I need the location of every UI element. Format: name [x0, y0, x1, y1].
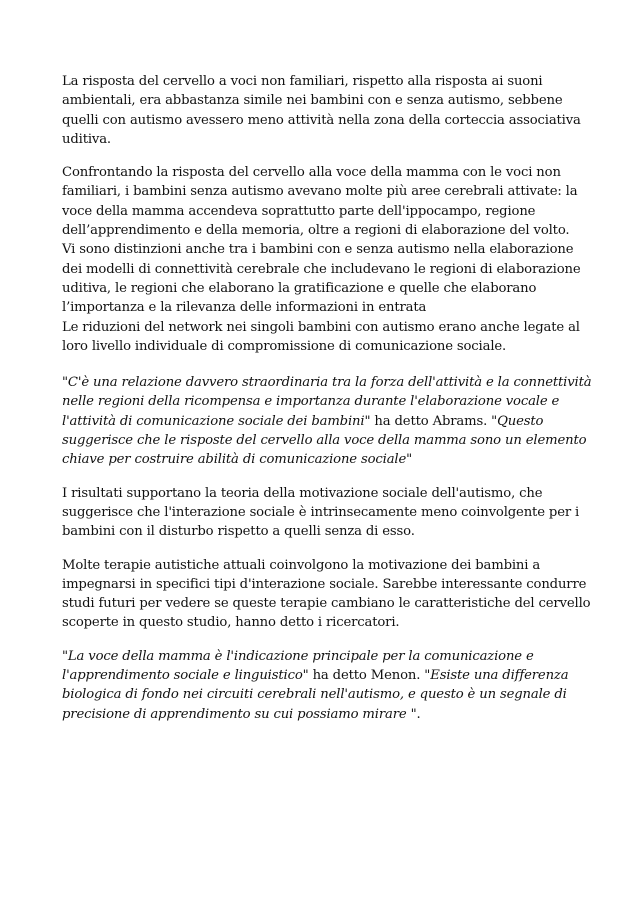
quote-text: La voce della mamma è l'indicazione principale per la comunicazione e: [67, 648, 534, 664]
text-line: bambini con il disturbo rispetto a quelli senza di esso.: [62, 524, 415, 540]
text-line: Vi sono distinzioni anche tra i bambini con e senza autismo nella elaborazione: [62, 242, 574, 258]
quote-text: chiave per costruire abilità di comunicazione sociale": [62, 452, 413, 468]
text-line: loro livello individuale di compromissione di comunicazione sociale.: [62, 338, 507, 354]
text-line: ambientali, era abbastanza simile nei bambini con e senza autismo, sebbene: [62, 93, 563, 109]
quote-text: l'attività di comunicazione sociale dei bambini: [62, 413, 365, 429]
text-line: [62, 373, 592, 392]
text-line: La risposta del cervello a voci non familiari, rispetto alla risposta ai suoni: [62, 74, 543, 89]
text-line: I risultati supportano la teoria della motivazione sociale dell'autismo, che: [62, 485, 543, 501]
text-line: Confrontando la risposta del cervello alla voce della mamma con le voci non: [62, 165, 561, 181]
text-line: studi futuri per vedere se queste terapie cambiano le caratteristiche del cervello: [62, 596, 591, 612]
text-line: Molte terapie autistiche attuali coinvolgono la motivazione dei bambini a: [62, 557, 541, 573]
quote-text: suggerisce che le risposte del cervello alla voce della mamma sono un elemento: [62, 433, 587, 449]
attribution-text: " ha detto Abrams. ": [364, 413, 498, 429]
attribution-text: " ha detto Menon. ": [302, 668, 431, 684]
text-line: [62, 450, 577, 469]
paragraph-unfamiliar-voices: [62, 72, 581, 149]
text-line: scoperte in questo studio, hanno detto i ricercatori.: [62, 615, 400, 631]
text-line: [62, 705, 577, 724]
text-line: [62, 666, 577, 685]
text-line: familiari, i bambini senza autismo avevano molte più aree cerebrali attivate: la: [62, 184, 578, 200]
text-line: uditiva.: [62, 131, 111, 147]
text-line: Le riduzioni del network nei singoli bambini con autismo erano anche legate al: [62, 319, 580, 335]
quote-mark: ": [62, 648, 68, 664]
text-line: dei modelli di connettività cerebrale che includevano le regioni di elaborazione: [62, 261, 581, 277]
paragraph-social-motivation: [62, 484, 580, 542]
text-line: voce della mamma accendeva soprattutto parte dell'ippocampo, regione: [62, 203, 536, 219]
text-line: impegnarsi in specifici tipi d'interazione sociale. Sarebbe interessante condurre: [62, 576, 587, 592]
text-line: quelli con autismo avessero meno attività nella zona della corteccia associativa: [62, 112, 581, 128]
text-line: l’importanza e la rilevanza delle informazioni in entrata: [62, 300, 427, 316]
quote-abrams: [62, 373, 592, 469]
quote-menon: [62, 647, 577, 724]
text-line: dell’apprendimento e della memoria, oltre a regioni di elaborazione del volto.: [62, 223, 570, 239]
text-line: uditiva, le regioni che elaborano la gratificazione e quelle che elaborano: [62, 280, 537, 296]
quote-close: ".: [406, 706, 421, 722]
text-line: [62, 392, 577, 411]
text-line: suggerisce che l'interazione sociale è intrinsecamente meno coinvolgente per i: [62, 504, 580, 520]
paragraph-therapies: [62, 556, 591, 633]
quote-text: C'è una relazione davvero straordinaria tra la forza dell'attività e la connettività: [67, 375, 592, 391]
quote-text: biologica di fondo nei circuiti cerebrali nell'autismo, e questo è un segnale di: [62, 687, 567, 703]
text-line: [62, 685, 577, 704]
quote-mark: ": [62, 375, 68, 391]
quote-text: Questo: [497, 413, 544, 429]
text-line: [62, 431, 587, 450]
text-line: [62, 647, 577, 666]
quote-text: Esiste una differenza: [430, 668, 569, 684]
document-page: [62, 72, 592, 738]
text-line: [62, 412, 577, 431]
quote-text: l'apprendimento sociale e linguistico: [62, 668, 303, 684]
paragraph-mother-voice: [62, 163, 581, 356]
quote-text: precisione di apprendimento su cui possiamo mirare: [62, 706, 407, 722]
quote-text: nelle regioni della ricompensa e importanza durante l'elaborazione vocale e: [62, 394, 560, 410]
